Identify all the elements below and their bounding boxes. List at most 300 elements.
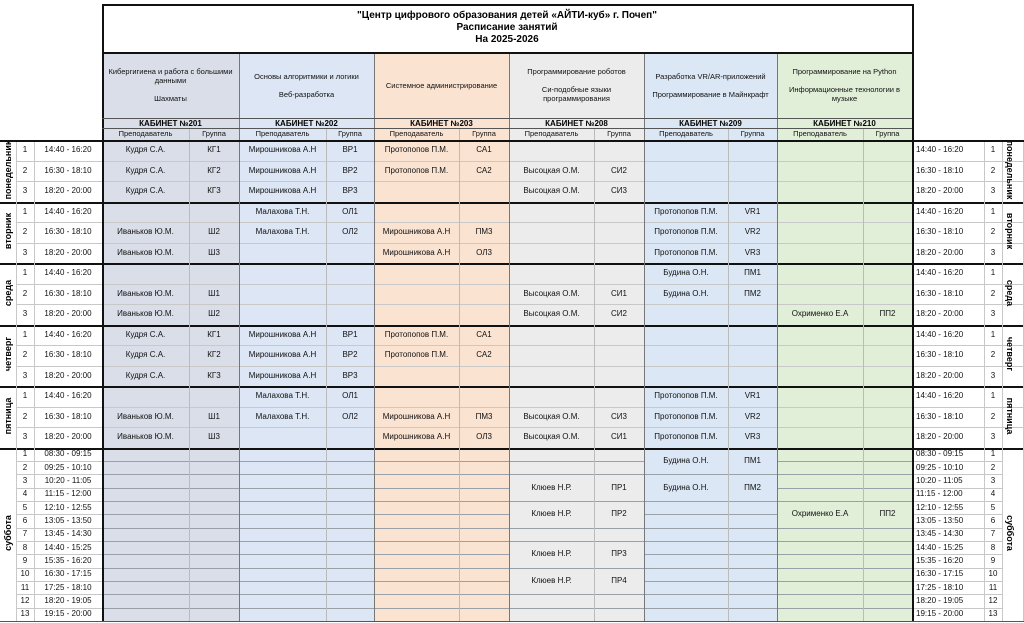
lesson-number-right: 9 [990, 555, 996, 565]
grid-line [374, 52, 375, 621]
lesson-number: 3 [22, 247, 28, 257]
teacher-name: Мирошникова А.Н [248, 165, 317, 175]
grid-line [0, 140, 1024, 142]
grid-line [16, 222, 1024, 223]
group-code: ОЛ1 [342, 206, 358, 216]
lesson-time-right: 16:30 - 17:15 [916, 569, 964, 579]
grid-line [0, 448, 1024, 450]
grid-line [509, 52, 510, 621]
teacher-name: Иваньков Ю.М. [117, 288, 174, 298]
group-code: Ш3 [208, 247, 220, 257]
subject-line [709, 81, 711, 90]
teacher-name: Будина О.Н. [663, 288, 709, 298]
grid-line [102, 461, 239, 462]
lesson-number-right: 3 [990, 309, 996, 319]
teacher-name: Мирошникова А.Н [382, 227, 451, 237]
grid-line [102, 541, 239, 542]
grid-line [16, 528, 102, 529]
lesson-time: 16:30 - 18:10 [44, 350, 92, 360]
lesson-time-right: 16:30 - 18:10 [916, 227, 964, 237]
lesson-number-right: 11 [988, 582, 998, 592]
lesson-time-right: 18:20 - 20:00 [916, 370, 964, 380]
group-code: ВР3 [342, 186, 358, 196]
day-label: четверг [3, 337, 13, 372]
teacher-name: Высоцкая О.М. [523, 165, 580, 175]
grid-line [777, 474, 912, 475]
subject-title [242, 54, 371, 116]
room-label: КАБИНЕТ №210 [813, 119, 876, 128]
lesson-number-right: 3 [990, 432, 996, 442]
grid-line [102, 118, 912, 119]
grid-line [102, 554, 239, 555]
grid-line [0, 325, 1024, 327]
grid-line [509, 461, 644, 462]
lesson-number: 2 [22, 165, 28, 175]
grid-line [102, 52, 912, 54]
lesson-number: 2 [22, 350, 28, 360]
lesson-number-right: 7 [990, 529, 996, 539]
group-code: ПМ2 [744, 288, 761, 298]
grid-line [239, 568, 374, 569]
lesson-time-right: 10:20 - 11:05 [916, 475, 963, 485]
grid-line [102, 581, 239, 582]
grid-line [777, 528, 912, 529]
subject-title [105, 54, 236, 116]
lesson-number-right: 2 [990, 227, 996, 237]
day-label: понедельник [3, 140, 13, 200]
lesson-number-right: 1 [990, 329, 996, 339]
grid-line [644, 594, 777, 595]
lesson-number: 7 [22, 529, 28, 539]
subject-line: Системное администрирование [385, 80, 498, 90]
lesson-time: 18:20 - 20:00 [44, 370, 92, 380]
subject-title [780, 54, 909, 116]
group-code: КГ2 [207, 350, 221, 360]
teacher-name: Высоцкая О.М. [523, 288, 580, 298]
grid-line [509, 474, 644, 475]
grid-line [102, 488, 239, 489]
lesson-number: 11 [20, 582, 30, 592]
lesson-number-right: 8 [990, 542, 996, 552]
lesson-time: 13:45 - 14:30 [44, 529, 92, 539]
teacher-name: Иваньков Ю.М. [117, 411, 174, 421]
grid-line [102, 608, 239, 609]
header-title-1: "Центр цифрового образования детей «АЙТИ-куб» г. Почеп" [357, 10, 657, 21]
lesson-time: 16:30 - 18:10 [44, 411, 92, 421]
grid-line [509, 501, 644, 502]
grid-line [863, 128, 864, 621]
grid-line [16, 427, 1024, 428]
grid-line [239, 581, 374, 582]
grid-line [594, 128, 595, 621]
grid-line [239, 554, 374, 555]
lesson-number: 3 [22, 309, 28, 319]
subject-title [512, 54, 641, 116]
lesson-number-right: 2 [990, 411, 996, 421]
day-label-right: суббота [1005, 515, 1015, 552]
group-col-label: Группа [472, 129, 496, 138]
lesson-number-right: 2 [990, 165, 996, 175]
lesson-time: 16:30 - 18:10 [44, 227, 92, 237]
teacher-name: Иваньков Ю.М. [117, 309, 174, 319]
room-label: КАБИНЕТ №209 [679, 119, 742, 128]
lesson-number: 3 [22, 186, 28, 196]
lesson-time: 16:30 - 18:10 [44, 165, 92, 175]
group-code: ПМ3 [475, 227, 493, 237]
lesson-number: 3 [22, 370, 28, 380]
lesson-time: 15:35 - 16:20 [44, 555, 92, 565]
lesson-number: 3 [22, 475, 28, 485]
grid-line [374, 608, 509, 609]
group-code: ВР2 [342, 165, 358, 175]
grid-line [644, 528, 777, 529]
lesson-number: 6 [22, 515, 28, 525]
lesson-time: 14:40 - 16:20 [44, 206, 92, 216]
grid-line [16, 284, 1024, 285]
grid-line [509, 568, 644, 569]
teacher-name: Кудря С.А. [125, 145, 166, 155]
grid-line [16, 366, 1024, 367]
teacher-name: Будина О.Н. [663, 268, 709, 278]
day-label-right: понедельник [1005, 140, 1015, 200]
group-code: СИ2 [611, 309, 627, 319]
group-code: СИ2 [611, 165, 627, 175]
grid-line [777, 594, 912, 595]
grid-line [374, 554, 509, 555]
lesson-number-right: 1 [990, 206, 996, 216]
grid-line [16, 594, 102, 595]
lesson-number-right: 1 [990, 449, 996, 459]
lesson-number: 1 [22, 391, 28, 401]
room-label: КАБИНЕТ №201 [139, 119, 202, 128]
teacher-name: Кудря С.А. [125, 186, 166, 196]
grid-line [0, 386, 1024, 388]
lesson-time-right: 16:30 - 18:10 [916, 288, 964, 298]
grid-line [102, 594, 239, 595]
teacher-name: Кудря С.А. [125, 329, 166, 339]
lesson-time-right: 19:15 - 20:00 [916, 609, 964, 619]
lesson-number-right: 3 [990, 370, 996, 380]
teacher-name: Клюев Н.Р. [531, 482, 572, 492]
grid-line [16, 304, 1024, 305]
lesson-number-right: 4 [990, 489, 996, 499]
subject-line: Информационные технологии в музыке [788, 85, 901, 103]
group-code: ПМ1 [744, 455, 761, 465]
grid-line [16, 407, 1024, 408]
lesson-number: 1 [22, 329, 28, 339]
lesson-time-right: 08:30 - 09:15 [916, 449, 964, 459]
grid-line [644, 608, 777, 609]
teacher-name: Протопопов П.М. [384, 350, 449, 360]
grid-line [189, 128, 190, 621]
grid-line [16, 608, 102, 609]
lesson-number: 5 [22, 502, 28, 512]
lesson-time: 14:40 - 16:20 [44, 391, 92, 401]
group-code: Ш2 [208, 309, 220, 319]
group-code: VR1 [744, 391, 761, 401]
teacher-name: Будина О.Н. [663, 455, 709, 465]
day-label-right: пятница [1005, 397, 1015, 435]
grid-line [644, 581, 777, 582]
lesson-time-right: 16:30 - 18:10 [916, 165, 964, 175]
teacher-name: Мирошникова А.Н [382, 247, 451, 257]
group-code: Ш1 [208, 411, 220, 421]
lesson-time-right: 13:05 - 13:50 [916, 515, 964, 525]
grid-line [912, 514, 1002, 515]
lesson-time: 18:20 - 19:05 [44, 595, 92, 605]
grid-line [16, 541, 102, 542]
group-code: ПМ2 [744, 482, 761, 492]
subject-line: Си-подобные языки программирования [541, 85, 612, 103]
lesson-number: 1 [22, 145, 28, 155]
group-code: VR3 [744, 432, 761, 442]
lesson-time: 13:05 - 13:50 [44, 515, 92, 525]
lesson-number-right: 5 [990, 502, 996, 512]
grid-line [239, 501, 374, 502]
group-code: СА1 [476, 329, 492, 339]
teacher-name: Иваньков Ю.М. [117, 247, 174, 257]
grid-line [16, 568, 102, 569]
lesson-time-right: 15:35 - 16:20 [916, 555, 964, 565]
teacher-name: Высоцкая О.М. [523, 432, 580, 442]
lesson-time: 12:10 - 12:55 [44, 502, 92, 512]
group-col-label: Группа [607, 129, 631, 138]
teacher-name: Мирошникова А.Н [248, 329, 317, 339]
teacher-col-label: Преподаватель [118, 129, 173, 138]
lesson-time-right: 18:20 - 20:00 [916, 247, 964, 257]
group-code: СИ1 [611, 432, 627, 442]
lesson-time-right: 18:20 - 19:05 [916, 595, 964, 605]
subject-line: Разработка VR/AR-приложений [655, 71, 766, 81]
lesson-number: 9 [22, 555, 28, 565]
lesson-time-right: 09:25 - 10:10 [916, 462, 964, 472]
subject-line: Основы алгоритмики и логики [254, 71, 359, 81]
grid-line [374, 501, 509, 502]
group-code: ПП2 [879, 309, 896, 319]
group-col-label: Группа [740, 129, 765, 138]
day-label-right: среда [1005, 279, 1015, 306]
lesson-number: 2 [22, 288, 28, 298]
grid-line [777, 461, 912, 462]
lesson-time-right: 17:25 - 18:10 [916, 582, 964, 592]
lesson-time-right: 16:30 - 18:10 [916, 350, 964, 360]
lesson-number-right: 3 [990, 247, 996, 257]
teacher-name: Малахова Т.Н. [255, 227, 310, 237]
grid-line [0, 263, 1024, 265]
teacher-name: Протопопов П.М. [384, 329, 449, 339]
lesson-number-right: 1 [990, 268, 996, 278]
lesson-number-right: 2 [990, 350, 996, 360]
group-col-label: Группа [202, 129, 226, 138]
day-label: вторник [3, 213, 13, 250]
subject-line: Шахматы [154, 94, 187, 103]
grid-line [374, 514, 509, 515]
teacher-col-label: Преподаватель [255, 129, 310, 138]
group-code: VR2 [744, 227, 761, 237]
subject-line: Программирование на Python [792, 67, 897, 76]
lesson-time: 08:30 - 09:15 [44, 449, 92, 459]
grid-line [459, 128, 460, 621]
group-code: ПМ1 [744, 268, 761, 278]
grid-line [374, 461, 509, 462]
group-code: ПМ3 [475, 411, 493, 421]
lesson-number-right: 1 [990, 145, 996, 155]
grid-line [16, 514, 102, 515]
group-code: КГ3 [207, 186, 221, 196]
teacher-col-label: Преподаватель [524, 129, 579, 138]
teacher-name: Протопопов П.М. [384, 145, 449, 155]
grid-line [102, 128, 912, 129]
day-label-right: вторник [1005, 213, 1015, 250]
grid-line [102, 514, 239, 515]
grid-line [777, 488, 912, 489]
group-code: Ш3 [208, 432, 220, 442]
grid-line [16, 461, 102, 462]
grid-line [374, 541, 509, 542]
teacher-name: Иваньков Ю.М. [117, 432, 174, 442]
lesson-time-right: 14:40 - 15:25 [916, 542, 964, 552]
lesson-number: 12 [20, 595, 30, 605]
lesson-number: 1 [22, 449, 28, 459]
grid-line [374, 594, 509, 595]
grid-line [16, 345, 1024, 346]
lesson-time: 18:20 - 20:00 [44, 309, 92, 319]
grid-line [777, 501, 912, 502]
lesson-number: 8 [22, 542, 28, 552]
grid-line [644, 501, 777, 502]
grid-line [16, 501, 102, 502]
lesson-number-right: 12 [988, 595, 998, 605]
lesson-time: 10:20 - 11:05 [44, 475, 92, 485]
grid-line [509, 528, 644, 529]
grid-line [912, 474, 1002, 475]
grid-line [16, 181, 1024, 182]
header-title-2: Расписание занятий [456, 22, 558, 33]
grid-line [16, 581, 102, 582]
lesson-number: 2 [22, 227, 28, 237]
grid-line [239, 594, 374, 595]
teacher-name: Будина О.Н. [663, 482, 709, 492]
lesson-number-right: 10 [988, 569, 998, 579]
room-label: КАБИНЕТ №202 [275, 119, 338, 128]
day-label-right: четверг [1005, 337, 1015, 372]
lesson-number: 2 [22, 411, 28, 421]
grid-line [374, 528, 509, 529]
lesson-number: 1 [22, 206, 28, 216]
teacher-name: Малахова Т.Н. [255, 391, 310, 401]
group-code: ВР1 [342, 145, 358, 155]
teacher-name: Протопопов П.М. [654, 206, 718, 216]
grid-line [34, 140, 35, 621]
teacher-name: Малахова Т.Н. [255, 206, 310, 216]
teacher-name: Кудря С.А. [125, 370, 166, 380]
group-code: КГ3 [207, 370, 221, 380]
grid-line [912, 568, 1002, 569]
grid-line [1002, 140, 1003, 621]
grid-line [509, 594, 644, 595]
group-code: ПР1 [611, 482, 627, 492]
group-code: СА2 [476, 350, 492, 360]
grid-line [509, 608, 644, 609]
lesson-time: 09:25 - 10:10 [44, 462, 92, 472]
grid-line [239, 514, 374, 515]
teacher-col-label: Преподаватель [793, 129, 847, 138]
grid-line [239, 608, 374, 609]
group-code: КГ1 [207, 329, 221, 339]
group-code: СА1 [476, 145, 492, 155]
teacher-name: Протопопов П.М. [654, 247, 718, 257]
grid-line [912, 581, 1002, 582]
lesson-time-right: 14:40 - 16:20 [916, 391, 964, 401]
teacher-name: Высоцкая О.М. [523, 309, 580, 319]
grid-line [644, 541, 777, 542]
lesson-number-right: 2 [990, 288, 996, 298]
lesson-number: 1 [22, 268, 28, 278]
teacher-name: Высоцкая О.М. [523, 186, 580, 196]
group-code: ОЛ1 [342, 391, 358, 401]
lesson-number: 4 [22, 489, 28, 499]
grid-line [912, 501, 1002, 502]
subject-line: Программирование роботов [527, 67, 626, 76]
subject-line [843, 76, 845, 85]
group-code: ВР3 [342, 370, 358, 380]
grid-line [912, 488, 1002, 489]
lesson-time: 14:40 - 16:20 [44, 329, 92, 339]
group-code: СИ1 [611, 288, 627, 298]
lesson-time-right: 18:20 - 20:00 [916, 309, 964, 319]
teacher-name: Мирошникова А.Н [248, 350, 317, 360]
grid-line [912, 4, 914, 621]
group-code: Ш2 [208, 227, 220, 237]
grid-line [102, 501, 239, 502]
teacher-name: Охрименко Е.А [791, 309, 849, 319]
lesson-time-right: 18:20 - 20:00 [916, 432, 964, 442]
group-code: ВР2 [342, 350, 358, 360]
lesson-time: 19:15 - 20:00 [44, 609, 92, 619]
grid-line [777, 608, 912, 609]
grid-line [777, 568, 912, 569]
lesson-time: 14:40 - 15:25 [44, 542, 92, 552]
group-code: Ш1 [208, 288, 220, 298]
grid-line [644, 52, 645, 621]
teacher-name: Протопопов П.М. [654, 227, 718, 237]
group-code: VR1 [744, 206, 761, 216]
teacher-name: Протопопов П.М. [654, 432, 718, 442]
grid-line [102, 474, 239, 475]
lesson-time: 18:20 - 20:00 [44, 247, 92, 257]
teacher-name: Клюев Н.Р. [531, 509, 572, 519]
grid-line [912, 608, 1002, 609]
teacher-name: Охрименко Е.А [791, 509, 849, 519]
grid-line [102, 4, 912, 6]
grid-line [644, 514, 777, 515]
lesson-number-right: 6 [990, 515, 996, 525]
lesson-time: 14:40 - 16:20 [44, 268, 92, 278]
teacher-name: Высоцкая О.М. [523, 411, 580, 421]
grid-line [16, 554, 102, 555]
lesson-number: 2 [22, 462, 28, 472]
grid-line [644, 474, 777, 475]
subject-line [169, 85, 171, 94]
grid-line [728, 128, 729, 621]
lesson-time-right: 14:40 - 16:20 [916, 145, 964, 155]
group-code: VR3 [744, 247, 761, 257]
group-code: СИ3 [611, 411, 627, 421]
group-col-label: Группа [875, 129, 900, 138]
grid-line [16, 488, 102, 489]
teacher-name: Мирошникова А.Н [248, 145, 317, 155]
subject-line: Программирование в Майнкрафт [652, 89, 769, 99]
